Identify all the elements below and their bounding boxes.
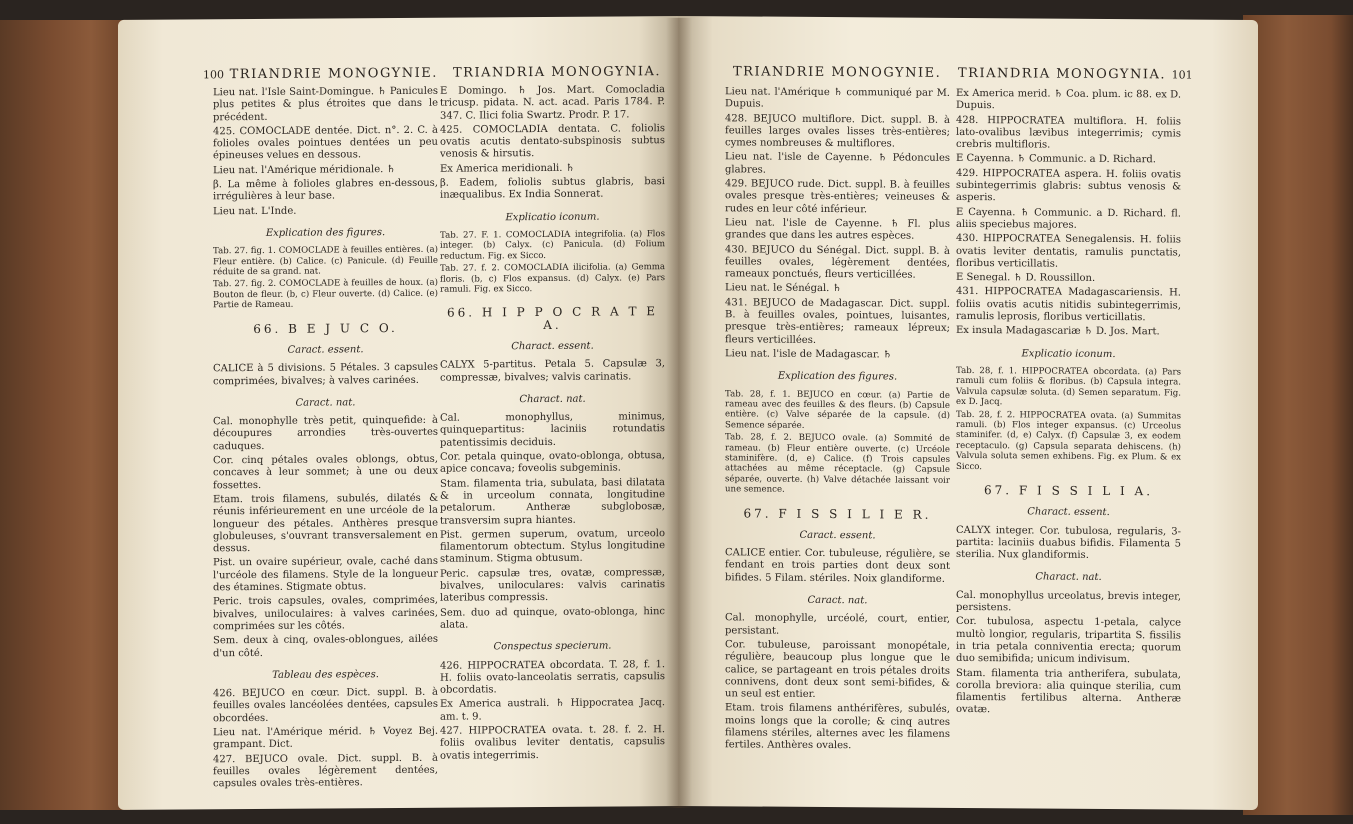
- right-header-text-la: TRIANDRIA MONOGYNIA.: [958, 65, 1166, 83]
- right-page-header-right: [958, 66, 1193, 83]
- left-page-column-latin: [440, 84, 665, 764]
- text-paragraph: Etam. trois filamens, subulés, dilatés & réunis inférieurement en une urcéole de la longueur des pétales. Anthères presque globuleuses, s'ouvrant transversalement en dessus.: [213, 492, 438, 555]
- left-page-number: 100: [203, 68, 224, 82]
- right-page-column-french: [725, 86, 950, 755]
- figure-caption: Tab. 27. F. 1. COMOCLADIA integrifolia. (a) Flos integer. (b) Calyx. (c) Panicula. (d) Folium reductum. Fig. ex Sicco.: [440, 229, 665, 262]
- text-paragraph: Cor. cinq pétales ovales oblongs, obtus, concaves à leur sommet; à une ou deux fossettes.: [213, 453, 438, 491]
- text-paragraph: Stam. filamenta tria antherifera, subulata, corolla breviora: alia quinque sterilia, cum filamentis fertilibus alterna. Antheræ ovatæ.: [956, 667, 1181, 716]
- text-paragraph: Lieu nat. l'Amérique mérid. ♄ Voyez Bej. grampant. Dict.: [213, 725, 438, 751]
- text-paragraph: 430. BEJUCO du Sénégal. Dict. suppl. B. à feuilles ovales, légèrement dentées, rameaux ponctués, fleurs verticillées.: [725, 243, 950, 281]
- figure-caption: Tab. 28, f. 2. HIPPOCRATEA ovata. (a) Summitas ramuli. (b) Flos integer expansus. (c) Urceolus staminifer. (d, e) Calyx. (f) Capsulæ 3, ex eodem receptaculo. (g) Capsula separata dehiscens. (h) Valvula soluta semen exhibens. Fig. ex Plum. & ex Sicco.: [956, 409, 1181, 472]
- left-page-column-french: [213, 86, 438, 793]
- text-paragraph: β. La même à folioles glabres en-dessous, irrégulières à leur base.: [213, 177, 438, 203]
- text-paragraph: Sem. duo ad quinque, ovato-oblonga, hinc alata.: [440, 605, 665, 631]
- text-paragraph: 431. BEJUCO de Madagascar. Dict. suppl. B. à feuilles ovales, pointues, luisantes, presque très-entières; rameaux lépreux; fleurs verticillées.: [725, 297, 950, 346]
- genus-heading: 66. H I P P O C R A T E A.: [446, 304, 659, 332]
- section-heading: Explication des figures.: [777, 370, 898, 383]
- section-heading: Conspectus specierum.: [493, 640, 612, 653]
- text-paragraph: E Senegal. ♄ D. Roussillon.: [956, 272, 1096, 285]
- text-paragraph: Lieu nat. l'Amérique ♄ communiqué par M. Dupuis.: [725, 86, 950, 110]
- text-paragraph: 425. COMOCLADIA dentata. C. foliolis ovatis acutis dentato-subspinosis subtus venosis & hirsutis.: [440, 123, 665, 161]
- section-heading: Caract. nat.: [807, 594, 868, 607]
- text-paragraph: Sem. deux à cinq, ovales-oblongues, ailées d'un côté.: [213, 633, 438, 659]
- text-paragraph: 430. HIPPOCRATEA Senegalensis. H. foliis ovatis leviter dentatis, ramulis punctatis, floribus verticillatis.: [956, 233, 1181, 270]
- text-paragraph: E Cayenna. ♄ Communic. a D. Richard. fl. aliis speciebus majores.: [956, 206, 1181, 231]
- section-heading: Explication des figures.: [265, 227, 386, 239]
- text-paragraph: Lieu nat. L'Inde.: [213, 205, 297, 217]
- text-paragraph: 425. COMOCLADE dentée. Dict. n°. 2. C. à folioles ovales pointues dentées un peu épineuses velues en dessous.: [213, 124, 438, 162]
- right-cover-edge: [1243, 15, 1353, 815]
- text-paragraph: Cor. tubulosa, aspectu 1-petala, calyce multò longior, regularis, tripartita S. fissilis in tria petala conniventia erecta; quorum duo semibifida; unicum indivisum.: [956, 616, 1181, 666]
- text-paragraph: Lieu nat. l'Isle Saint-Domingue. ♄ Panicules plus petites & plus étroites que dans le précédent.: [213, 85, 438, 123]
- figure-caption: Tab. 27. fig. 1. COMOCLADE à feuilles entières. (a) Fleur entière. (b) Calice. (c) Panicule. (d) Feuille réduite de sa grand. nat.: [213, 244, 438, 278]
- left-page: [118, 16, 678, 810]
- text-paragraph: Cal. monophylle, urcéolé, court, entier, persistant.: [725, 612, 950, 637]
- right-page-number: 101: [1171, 68, 1193, 82]
- text-paragraph: 428. HIPPOCRATEA multiflora. H. foliis lato-ovalibus lævibus integerrimis; cymis crebris multifloris.: [956, 114, 1181, 151]
- section-heading: Caract. essent.: [287, 344, 364, 356]
- figure-caption: Tab. 27. f. 2. COMOCLADIA ilicifolia. (a) Gemma floris. (b, c) Flos expansus. (d) Calyx. (e) Pars ramuli. Fig. ex Sicco.: [440, 262, 665, 295]
- right-page-column-latin: [956, 88, 1181, 720]
- text-paragraph: Pist. germen superum, ovatum, urceolo filamentorum obtectum. Stylus longitudine staminum. Stigma obtusum.: [440, 527, 665, 566]
- text-paragraph: Lieu nat. l'isle de Cayenne. ♄ Pédoncules glabres.: [725, 151, 950, 176]
- text-paragraph: CALICE entier. Cor. tubuleuse, régulière, se fendant en trois parties dont deux sont bifides. 5 Filam. stériles. Noix glandiforme.: [725, 547, 950, 585]
- text-paragraph: Ex insula Madagascariæ ♄ D. Jos. Mart.: [956, 325, 1160, 338]
- text-paragraph: CALYX integer. Cor. tubulosa, regularis, 3-partita: laciniis duabus bifidis. Filamenta 5 sterilia. Nux glandiformis.: [956, 524, 1181, 562]
- text-paragraph: Ex America australi. ♄ Hippocratea Jacq. am. t. 9.: [440, 697, 665, 723]
- section-heading: Caract. nat.: [295, 397, 356, 409]
- figure-caption: Tab. 28, f. 1. BEJUCO en cœur. (a) Partie de rameau avec des feuilles & des fleurs. (b) Capsule entière. (c) Valve séparée de la capsule. (d) Semence séparée.: [725, 388, 950, 431]
- text-paragraph: Cal. monophylle très petit, quinquefide: à découpures arrondies très-ouvertes caduques.: [213, 414, 438, 453]
- text-paragraph: Cor. petala quinque, ovato-oblonga, obtusa, apice concava; foveolis subgeminis.: [440, 450, 665, 476]
- genus-heading: 66. B E J U C O.: [253, 320, 398, 336]
- book-gutter: [666, 18, 692, 808]
- text-paragraph: Peric. trois capsules, ovales, comprimées, bivalves, uniloculaires: à valves carinées, comprimées sur les côtés.: [213, 595, 438, 633]
- figure-caption: Tab. 28, f. 1. HIPPOCRATEA obcordata. (a) Pars ramuli cum foliis & floribus. (b) Capsula integra. Valvula capsulæ soluta. (d) Semen separatum. Fig. ex D. Jacq.: [956, 365, 1181, 408]
- text-paragraph: Cal. monophyllus urceolatus, brevis integer, persistens.: [956, 589, 1181, 614]
- text-paragraph: 429. BEJUCO rude. Dict. suppl. B. à feuilles ovales presque très-entières; veineuses & rudes en leur côté inférieur.: [725, 178, 950, 215]
- section-heading: Explicatio iconum.: [505, 211, 600, 223]
- text-paragraph: CALYX 5-partitus. Petala 5. Capsulæ 3, compressæ, bivalves; valvis carinatis.: [440, 358, 665, 384]
- text-paragraph: Cor. tubuleuse, paroissant monopétale, régulière, beaucoup plus longue que le calice, se partageant en trois pétales droits connivens, dont deux sont semi-bifides, & un seul est entier.: [725, 639, 950, 701]
- text-paragraph: 426. HIPPOCRATEA obcordata. T. 28, f. 1. H. foliis ovato-lanceolatis serratis, capsulis obcordatis.: [440, 658, 665, 696]
- text-paragraph: E Domingo. ♄ Jos. Mart. Comocladia tricusp. pidata. N. act. acad. Paris 1784. P. 347. C. Ilici folia Swartz. Prodr. P. 17.: [440, 84, 665, 122]
- text-paragraph: 428. BEJUCO multiflore. Dict. suppl. B. à feuilles larges ovales lisses très-entières; cymes nombreuses & multiflores.: [725, 112, 950, 150]
- text-paragraph: Lieu nat. l'isle de Cayenne. ♄ Fl. plus grandes que dans les autres espèces.: [725, 217, 950, 242]
- section-heading: Caract. essent.: [799, 529, 876, 542]
- figure-caption: Tab. 27. fig. 2. COMOCLADE à feuilles de houx. (a) Bouton de fleur. (b, c) Fleur ouverte. (d) Calice. (e) Partie de Rameau.: [213, 278, 438, 311]
- text-paragraph: Lieu nat. l'isle de Madagascar. ♄: [725, 348, 892, 361]
- text-paragraph: Ex America meridionali. ♄: [440, 162, 575, 175]
- section-heading: Explicatio iconum.: [1021, 348, 1116, 360]
- section-heading: Charact. nat.: [1035, 571, 1102, 584]
- text-paragraph: Lieu nat. le Sénégal. ♄: [725, 282, 842, 295]
- section-heading: Charact. essent.: [1027, 506, 1110, 519]
- text-paragraph: Ex America merid. ♄ Coa. plum. ic 88. ex D. Dupuis.: [956, 87, 1181, 112]
- text-paragraph: 427. HIPPOCRATEA ovata. t. 28. f. 2. H. foliis ovalibus leviter dentatis, capsulis ovatis integerrimis.: [440, 724, 665, 762]
- text-paragraph: Peric. capsulæ tres, ovatæ, compressæ, bivalves, uniloculares: valvis carinatis lateribus compressis.: [440, 566, 665, 605]
- left-header-text-fr: TRIANDRIE MONOGYNIE.: [229, 65, 438, 83]
- text-paragraph: Cal. monophyllus, minimus, quinquepartitus: laciniis rotundatis patentissimis deciduis.: [440, 411, 665, 449]
- text-paragraph: Pist. un ovaire supérieur, ovale, caché dans l'urcéole des filamens. Style de la longueur des étamines. Stigmate obtus.: [213, 556, 438, 594]
- left-page-header-left: [203, 66, 438, 83]
- text-paragraph: Etam. trois filamens anthérifères, subulés, moins longs que la corolle; & cinq autres filamens stériles, alternes avec les filamens fertiles. Anthères ovales.: [725, 702, 950, 752]
- genus-heading: 67. F I S S I L I E R.: [743, 506, 932, 522]
- right-page: [678, 16, 1258, 810]
- text-paragraph: 431. HIPPOCRATEA Madagascariensis. H. foliis ovatis acutis nitidis subintegerrimis, ramulis leprosis, floribus verticillatis.: [956, 286, 1181, 324]
- left-cover-edge: [0, 20, 130, 810]
- text-paragraph: β. Eadem, foliolis subtus glabris, basi inæqualibus. Ex India Sonnerat.: [440, 176, 665, 202]
- section-heading: Tableau des espèces.: [272, 668, 379, 681]
- left-page-header-right: TRIANDRIA MONOGYNIA.: [453, 64, 661, 81]
- section-heading: Charact. nat.: [519, 393, 586, 406]
- text-paragraph: Lieu nat. l'Amérique méridionale. ♄: [213, 163, 396, 177]
- section-heading: Charact. essent.: [511, 340, 594, 353]
- text-paragraph: Stam. filamenta tria, subulata, basi dilatata & in urceolum connata, longitudine petalorum. Antheræ subglobosæ, transversim supra hiantes.: [440, 476, 665, 527]
- text-paragraph: 426. BEJUCO en cœur. Dict. suppl. B. à feuilles ovales lancéolées dentées, capsules obcordées.: [213, 686, 438, 725]
- figure-caption: Tab. 28, f. 2. BEJUCO ovale. (a) Sommité de rameau. (b) Fleur entière ouverte. (c) Urcéole staminifère. (d, e) Calice. (f) Trois capsules attachées au même réceptacle. (g) Capsule séparée, ouverte. (h) Valve détachée laissant voir une semence.: [725, 432, 950, 495]
- text-paragraph: E Cayenna. ♄ Communic. a D. Richard.: [956, 153, 1156, 166]
- text-paragraph: CALICE à 5 divisions. 5 Pétales. 3 capsules comprimées, bivalves; à valves carinées.: [213, 362, 438, 387]
- text-paragraph: 427. BEJUCO ovale. Dict. suppl. B. à feuilles ovales légèrement dentées, capsules ovales très-entières.: [213, 752, 438, 790]
- right-page-header-left: TRIANDRIE MONOGYNIE.: [733, 64, 942, 81]
- genus-heading: 67. F I S S I L I A.: [983, 483, 1154, 499]
- text-paragraph: 429. HIPPOCRATEA aspera. H. foliis ovatis subintegerrimis glabris: subtus venosis & asperis.: [956, 167, 1181, 204]
